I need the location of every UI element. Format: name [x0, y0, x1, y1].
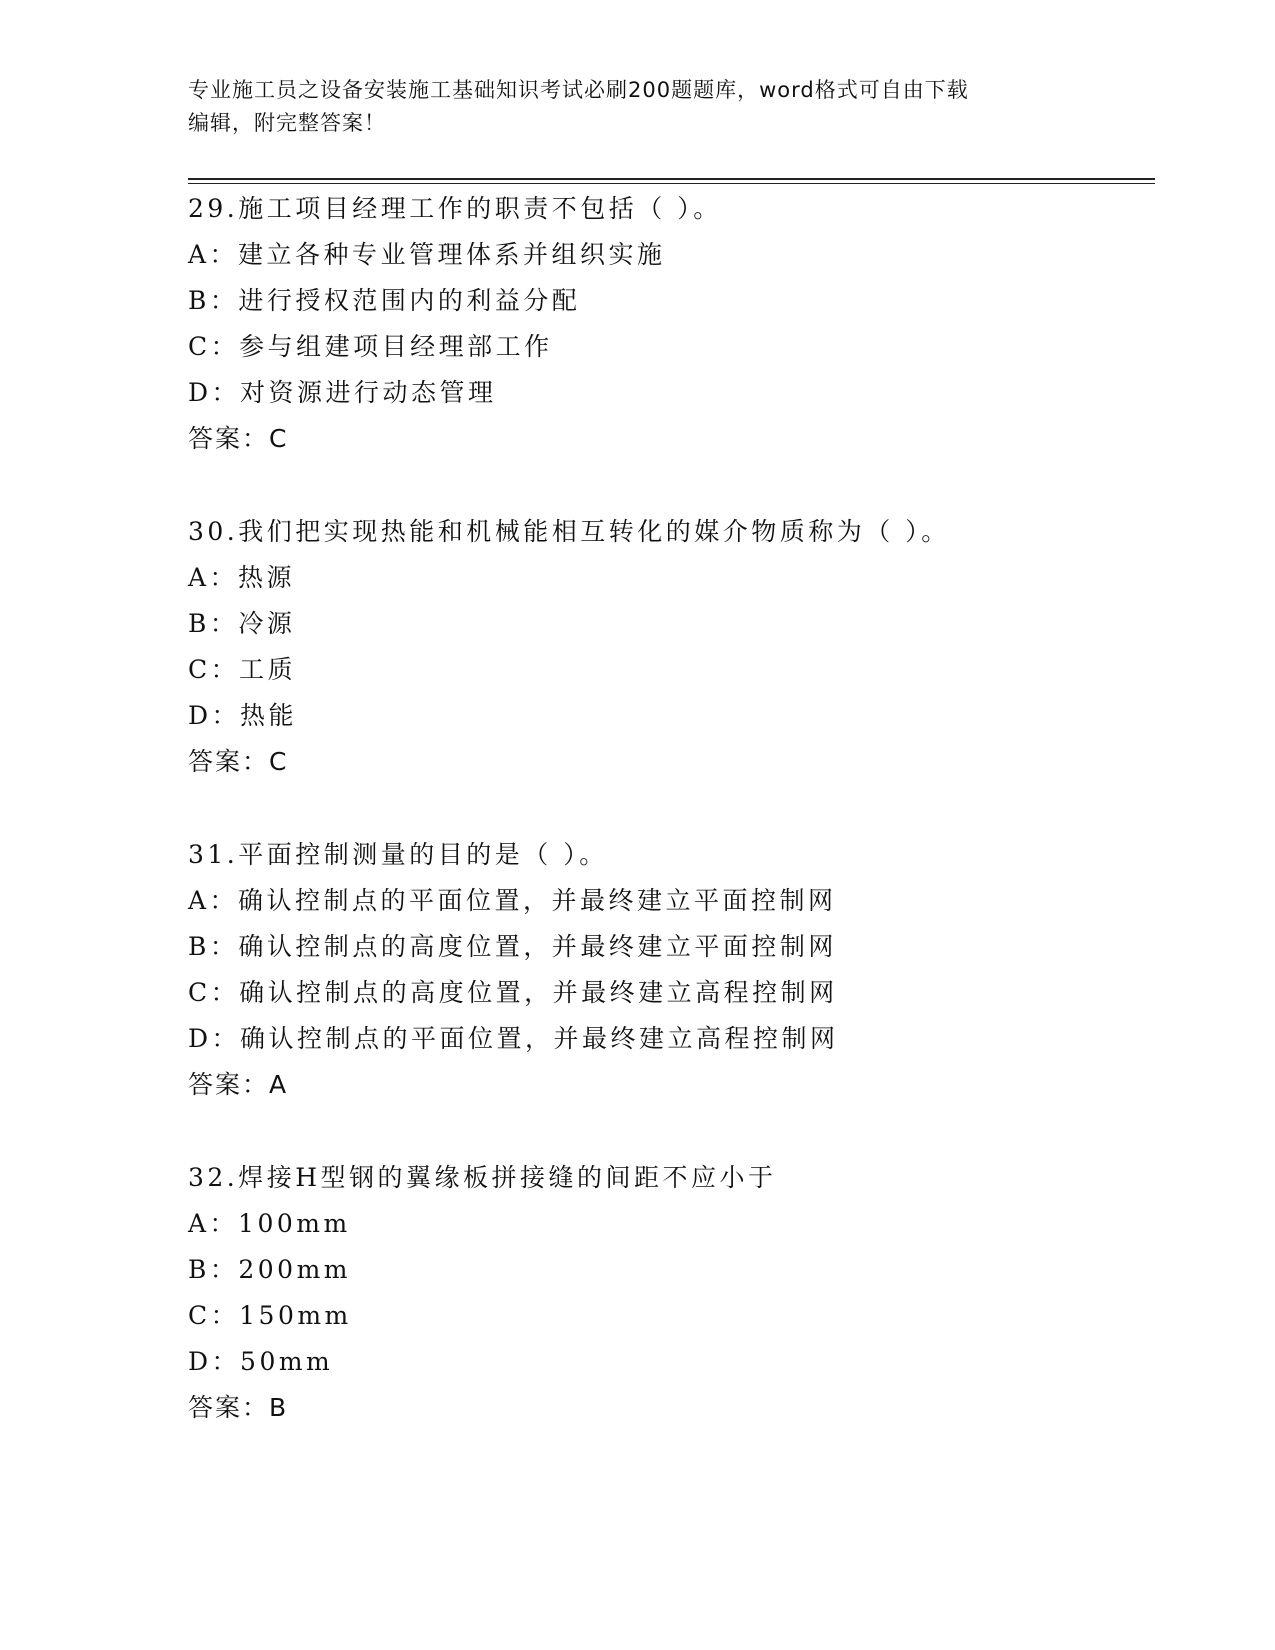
header-divider-thin: [188, 183, 1155, 184]
question-29: [188, 186, 1148, 462]
option-b: B：确认控制点的高度位置，并最终建立平面控制网: [188, 932, 837, 961]
question-stem: 30.我们把实现热能和机械能相互转化的媒介物质称为（ ）。: [188, 517, 950, 546]
option-c: C：工质: [188, 655, 297, 684]
question-31: [188, 832, 1148, 1108]
option-d: D：热能: [188, 701, 298, 730]
option-b: B：进行授权范围内的利益分配: [188, 286, 581, 315]
header-divider-thick: [188, 178, 1155, 180]
option-d: D：50mm: [188, 1347, 334, 1376]
option-c: C：150mm: [188, 1301, 352, 1330]
option-b: B：200mm: [188, 1255, 352, 1284]
question-stem: 31.平面控制测量的目的是（ ）。: [188, 840, 608, 869]
answer-line: 答案：B: [188, 1393, 289, 1422]
option-a: A：确认控制点的平面位置，并最终建立平面控制网: [188, 886, 837, 915]
answer-line: 答案：C: [188, 424, 289, 453]
option-a: A：100mm: [188, 1209, 351, 1238]
option-d: D：对资源进行动态管理: [188, 378, 497, 407]
document-header: [188, 74, 1088, 140]
option-b: B：冷源: [188, 609, 296, 638]
option-c: C：参与组建项目经理部工作: [188, 332, 553, 361]
answer-line: 答案：C: [188, 747, 289, 776]
question-list: [188, 186, 1148, 1478]
option-a: A：热源: [188, 563, 296, 592]
option-c: C：确认控制点的高度位置，并最终建立高程控制网: [188, 978, 838, 1007]
answer-line: 答案：A: [188, 1070, 289, 1099]
option-d: D：确认控制点的平面位置，并最终建立高程控制网: [188, 1024, 839, 1053]
option-a: A：建立各种专业管理体系并组织实施: [188, 240, 666, 269]
question-32: [188, 1155, 1148, 1431]
question-30: [188, 509, 1148, 785]
header-line-2: 编辑，附完整答案！: [188, 111, 386, 135]
question-stem: 29.施工项目经理工作的职责不包括（ ）。: [188, 194, 722, 223]
question-stem: 32.焊接H型钢的翼缘板拼接缝的间距不应小于: [188, 1163, 777, 1192]
header-line-1: 专业施工员之设备安装施工基础知识考试必刷200题题库，word格式可自由下载: [188, 78, 969, 102]
